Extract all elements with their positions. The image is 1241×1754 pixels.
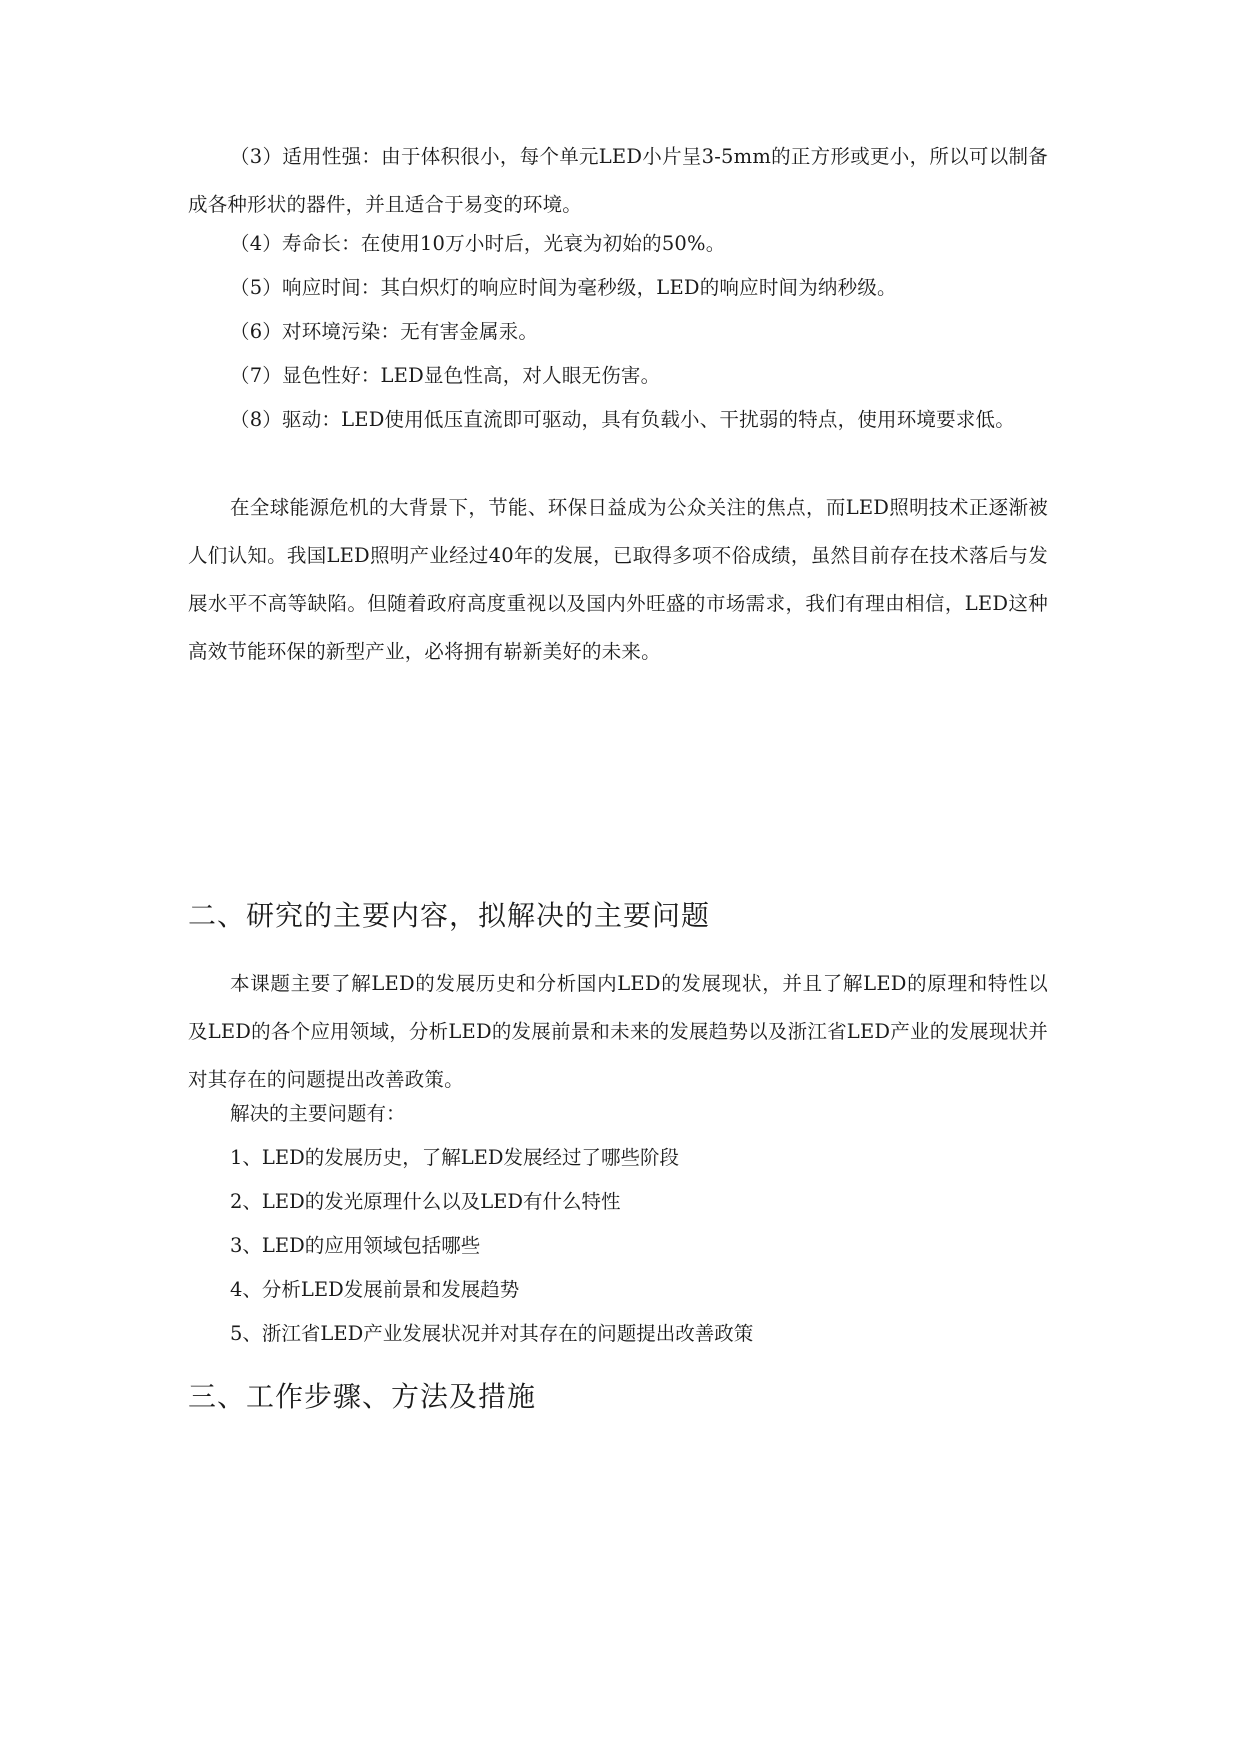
feature-item-6: （6）对环境污染：无有害金属汞。 (230, 320, 539, 343)
feature-item-5: （5）响应时间：其白炽灯的响应时间为毫秒级，LED的响应时间为纳秒级。 (230, 276, 897, 299)
feature-item-7: （7）显色性好：LED显色性高，对人眼无伤害。 (230, 364, 661, 387)
feature-item-4: （4）寿命长：在使用10万小时后，光衰为初始的50%。 (230, 232, 726, 255)
feature-item-3: （3）适用性强：由于体积很小，每个单元LED小片呈3-5mm的正方形或更小，所以可以制备成各种形状的器件，并且适合于易变的环境。 (188, 145, 1048, 216)
problem-item-4: 4、分析LED发展前景和发展趋势 (230, 1278, 520, 1301)
problems-label: 解决的主要问题有： (230, 1102, 406, 1125)
research-intro-paragraph: 本课题主要了解LED的发展历史和分析国内LED的发展现状，并且了解LED的原理和特性以及LED的各个应用领域，分析LED的发展前景和未来的发展趋势以及浙江省LED产业的发展现状并对其存在的问题提出改善政策。 (188, 972, 1048, 1091)
problem-item-5: 5、浙江省LED产业发展状况并对其存在的问题提出改善政策 (230, 1322, 754, 1345)
problem-item-1: 1、LED的发展历史，了解LED发展经过了哪些阶段 (230, 1146, 680, 1169)
section-heading-2: 二、研究的主要内容，拟解决的主要问题 (188, 899, 711, 932)
section-heading-3: 三、工作步骤、方法及措施 (188, 1380, 537, 1413)
problem-item-3: 3、LED的应用领域包括哪些 (230, 1234, 481, 1257)
feature-item-8: （8）驱动：LED使用低压直流即可驱动，具有负载小、干扰弱的特点，使用环境要求低。 (230, 408, 1015, 431)
conclusion-paragraph: 在全球能源危机的大背景下，节能、环保日益成为公众关注的焦点，而LED照明技术正逐渐被人们认知。我国LED照明产业经过40年的发展，已取得多项不俗成绩，虽然目前存在技术落后与发展水平不高等缺陷。但随着政府高度重视以及国内外旺盛的市场需求，我们有理由相信，LED这种高效节能环保的新型产业，必将拥有崭新美好的未来。 (188, 496, 1048, 663)
problem-item-2: 2、LED的发光原理什么以及LED有什么特性 (230, 1190, 621, 1213)
